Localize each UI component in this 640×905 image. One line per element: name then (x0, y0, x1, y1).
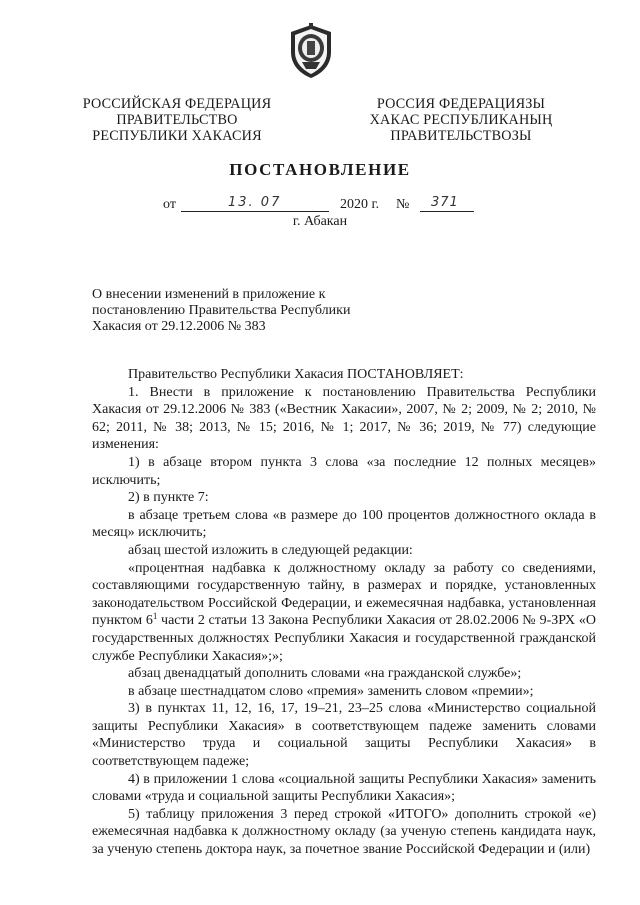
quote-text-start: «процентная надбавка к должностному окладу за работу со сведениями, составляющими государственную тайну, в размерах и порядке, установленных законодательством Российской Федерации, и ежемесячная надбавка, установленная пунктом 6 (92, 560, 596, 629)
body-paragraph: в абзаце шестнадцатом слово «премия» заменить словом «премии»; (128, 683, 534, 699)
date-from-label: от (163, 197, 176, 212)
header-right-line: ХАКАС РЕСПУБЛИКАНЫҢ (369, 112, 553, 128)
date-handwritten: 13. 07 (228, 195, 282, 210)
quote-superscript: 1 (152, 611, 158, 622)
body-paragraph: в абзаце третьем слова «в размере до 100 процентов должностного оклада в месяц» исключить; (92, 507, 596, 541)
header-left-ru (62, 96, 292, 144)
body-paragraph: 4) в приложении 1 слова «социальной защиты Республики Хакасия» заменить словами «труда и социальной защиты Республики Хакасия»; (92, 771, 596, 805)
coat-of-arms-emblem (285, 22, 337, 80)
date-underline (181, 211, 329, 212)
city-label: г. Абакан (292, 214, 348, 229)
document-body (92, 366, 596, 859)
subject-line: Хакасия от 29.12.2006 № 383 (92, 319, 266, 334)
quote-text-end: части 2 статьи 13 Закона Республики Хакасия от 28.02.2006 № 9-ЗРХ «О государственных должностях Республики Хакасия и государственной гражданской службе Республики Хакасия»;»; (92, 613, 596, 664)
number-label: № (396, 197, 410, 212)
body-paragraph: 5) таблицу приложения 3 перед строкой «ИТОГО» дополнить строкой «е) ежемесячная надбавка к должностному окладу (за ученую степень кандидата наук, за ученую степень доктора наук, за почетное звание Российской Федерации и (или) (92, 806, 596, 858)
number-underline (420, 211, 474, 212)
header-right-khakas (346, 96, 576, 144)
body-paragraph: абзац шестой изложить в следующей редакции: (128, 542, 413, 558)
header-left-line: РОССИЙСКАЯ ФЕДЕРАЦИЯ (82, 96, 272, 112)
body-paragraph-quote (92, 560, 596, 666)
body-paragraph: 3) в пунктах 11, 12, 16, 17, 19–21, 23–25 слова «Министерство социальной защиты Республики Хакасия» в соответствующем падеже заменить словами «Министерство труда и социальной защиты Республики Хакасия» в соответствующем падеже; (92, 701, 596, 770)
header-right-line: РОССИЯ ФЕДЕРАЦИЯЗЫ (376, 96, 546, 112)
header-left-line: ПРАВИТЕЛЬСТВО (116, 112, 238, 128)
body-intro: Правительство Республики Хакасия ПОСТАНОВЛЯЕТ: (128, 367, 464, 382)
body-paragraph: 1. Внести в приложение к постановлению Правительства Республики Хакасия от 29.12.2006 № 383 («Вестник Хакасии», 2007, № 2; 2009, № 2; 2010, № 62; 2011, № 38; 2013, № 15; 2016, № 1; 2017, № 36; 2019, № 77) следующие изменения: (92, 384, 596, 453)
subject-line: О внесении изменений в приложение к (92, 287, 326, 302)
document-subject (92, 287, 362, 335)
date-year: 2020 г. (340, 197, 380, 212)
header-right-line: ПРАВИТЕЛЬСТВОЗЫ (390, 128, 532, 144)
body-paragraph: 2) в пункте 7: (128, 490, 209, 506)
subject-line: постановлению Правительства Республики (92, 303, 351, 318)
number-handwritten: 371 (431, 195, 459, 210)
header-left-line: РЕСПУБЛИКИ ХАКАСИЯ (92, 128, 262, 144)
document-title: ПОСТАНОВЛЕНИЕ (229, 160, 411, 179)
body-paragraph: абзац двенадцатый дополнить словами «на гражданской службе»; (128, 666, 522, 682)
body-paragraph: 1) в абзаце втором пункта 3 слова «за последние 12 полных месяцев» исключить; (92, 454, 596, 488)
